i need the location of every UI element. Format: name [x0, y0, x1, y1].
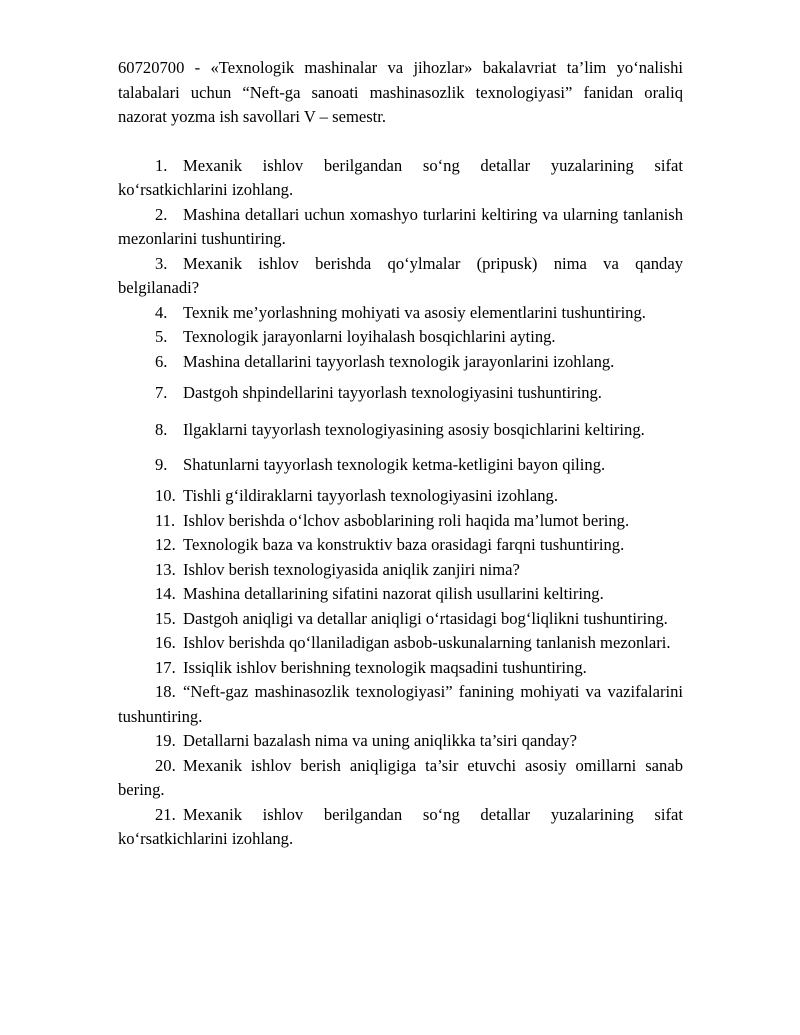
question-text: Tishli g‘ildiraklarni tayyorlash texnologiyasini izohlang.: [183, 486, 559, 505]
question-item: [118, 680, 683, 729]
question-number: 4.: [155, 302, 168, 322]
question-item: [118, 631, 683, 656]
question-text: Mexanik ishlov berishda qo‘ylmalar (pripusk) nima va qanday belgilanadi?: [118, 253, 683, 297]
question-number: 8.: [155, 419, 168, 439]
question-text: “Neft-gaz mashinasozlik texnologiyasi” fanining mohiyati va vazifalarini tushuntiring.: [118, 682, 683, 726]
question-text: Ishlov berish texnologiyasida aniqlik zanjiri nima?: [183, 559, 520, 579]
question-text: Mexanik ishlov berilgandan so‘ng detallar yuzalarining sifat ko‘rsatkichlarini izohlang.: [118, 155, 683, 199]
question-number: 15.: [155, 608, 176, 628]
question-item: [118, 203, 683, 252]
question-item: [118, 656, 683, 681]
question-item: [118, 381, 683, 406]
question-number: 20.: [155, 755, 176, 775]
question-number: 12.: [155, 535, 176, 554]
question-item: [118, 325, 683, 350]
question-item: [118, 803, 683, 852]
question-number: 11.: [155, 510, 176, 530]
question-item: [118, 533, 683, 558]
question-number: 13.: [155, 559, 176, 579]
question-text: Mashina detallarining sifatini nazorat qilish usullarini keltiring.: [183, 584, 604, 603]
question-number: 1.: [155, 155, 168, 175]
question-number: 16.: [155, 633, 176, 652]
question-item: [118, 582, 683, 607]
question-text: Mexanik ishlov berilgandan so‘ng detallar yuzalarining sifat ko‘rsatkichlarini izohlang.: [118, 804, 683, 848]
question-item: [118, 413, 683, 446]
question-list: [118, 154, 683, 852]
question-item: [118, 509, 683, 534]
question-number: 7.: [155, 383, 168, 402]
question-number: 9.: [155, 454, 168, 474]
question-text: Mashina detallari uchun xomashyo turlarini keltiring va ularning tanlanish mezonlarini tushuntiring.: [118, 204, 683, 248]
question-item: [118, 754, 683, 803]
document-header: 60720700 - «Texnologik mashinalar va jihozlar» bakalavriat ta’lim yo‘nalishi talabalari uchun “Neft-ga sanoati mashinasozlik texnologiyasi” fanidan oraliq nazorat yozma ish savollari V – semestr.: [118, 58, 683, 126]
question-text: Ilgaklarni tayyorlash texnologiyasining asosiy bosqichlarini keltiring.: [183, 419, 645, 439]
question-item: [118, 558, 683, 583]
question-item: [118, 301, 683, 326]
question-number: 6.: [155, 351, 168, 371]
question-text: Mexanik ishlov berish aniqligiga ta’sir etuvchi asosiy omillarni sanab bering.: [118, 755, 683, 799]
question-text: Texnologik baza va konstruktiv baza orasidagi farqni tushuntiring.: [183, 535, 625, 554]
document-page: [118, 56, 683, 852]
question-text: Texnologik jarayonlarni loyihalash bosqichlarini ayting.: [183, 327, 556, 346]
question-number: 2.: [155, 204, 168, 224]
question-number: 17.: [155, 657, 176, 677]
question-text: Texnik me’yorlashning mohiyati va asosiy elementlarini tushuntiring.: [183, 302, 646, 322]
question-text: Dastgoh shpindellarini tayyorlash texnologiyasini tushuntiring.: [183, 383, 602, 402]
question-text: Shatunlarni tayyorlash texnologik ketma-ketligini bayon qiling.: [183, 454, 606, 474]
question-number: 14.: [155, 584, 176, 603]
question-item: [118, 607, 683, 632]
question-item: [118, 453, 683, 478]
question-number: 18.: [155, 682, 176, 701]
question-number: 10.: [155, 486, 176, 505]
question-number: 19.: [155, 731, 176, 750]
question-text: Mashina detallarini tayyorlash texnologik jarayonlarini izohlang.: [183, 351, 615, 371]
question-number: 21.: [155, 804, 176, 824]
question-text: Dastgoh aniqligi va detallar aniqligi o‘rtasidagi bog‘liqlikni tushuntiring.: [183, 608, 668, 628]
question-text: Ishlov berishda qo‘llaniladigan asbob-uskunalarning tanlanish mezonlari.: [183, 633, 671, 652]
question-item: [118, 252, 683, 301]
question-item: [118, 729, 683, 754]
question-number: 3.: [155, 253, 168, 273]
question-item: [118, 350, 683, 375]
question-number: 5.: [155, 327, 168, 346]
question-item: [118, 154, 683, 203]
question-text: Issiqlik ishlov berishning texnologik maqsadini tushuntiring.: [183, 657, 587, 677]
question-text: Ishlov berishda o‘lchov asboblarining roli haqida ma’lumot bering.: [183, 510, 630, 530]
question-text: Detallarni bazalash nima va uning aniqlikka ta’siri qanday?: [183, 731, 577, 750]
question-item: [118, 484, 683, 509]
